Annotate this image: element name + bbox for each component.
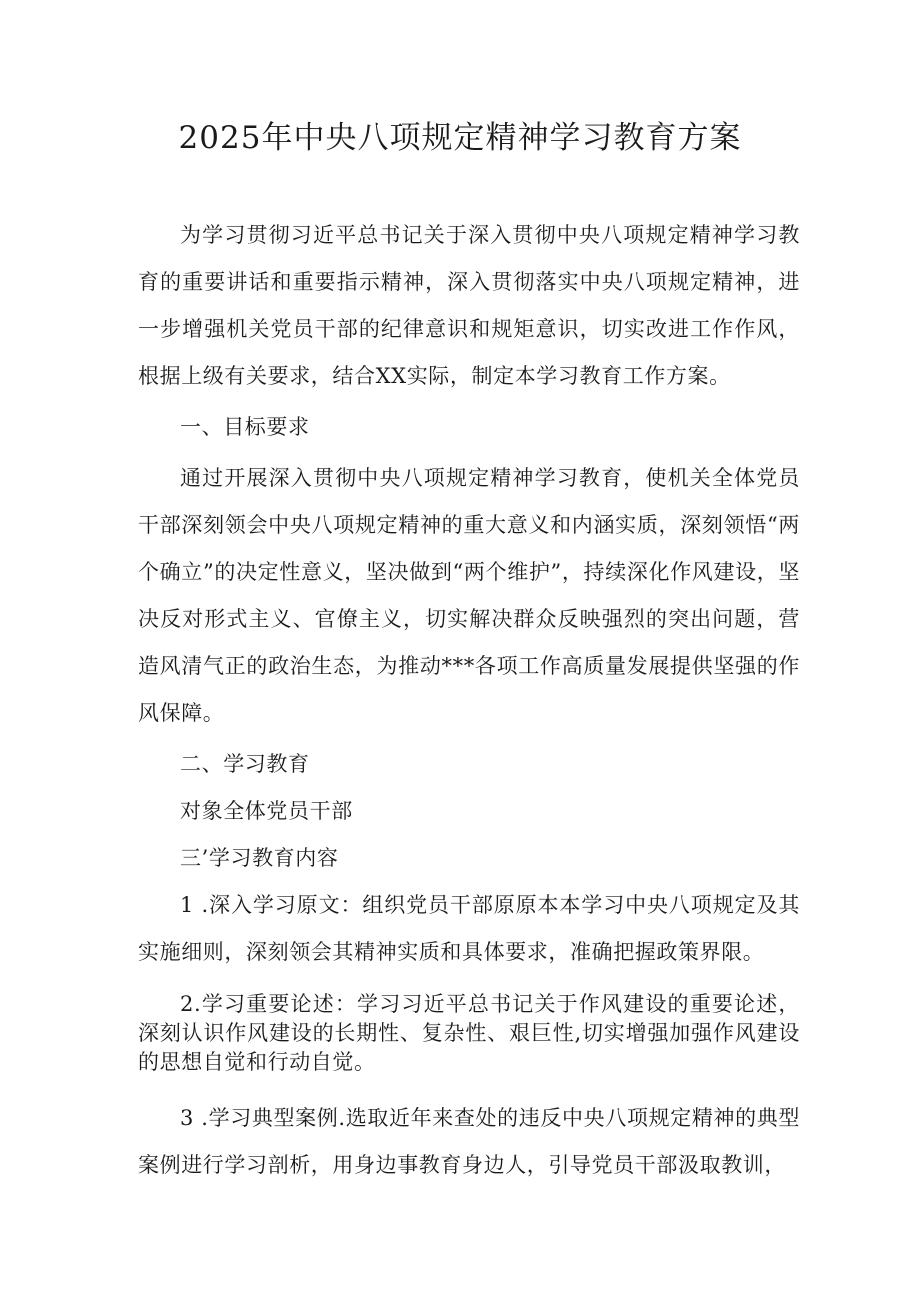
content-item-3: 3 .学习典型案例.选取近年来查处的违反中央八项规定精神的典型案例进行学习剖析，用身边事教育身边人，引导党员干部汲取教训， [138,1106,800,1177]
content-item-2: 2.学习重要论述：学习习近平总书记关于作风建设的重要论述，深刻认识作风建设的长期性、复杂性、艰巨性,切实增强加强作风建设的思想自觉和行动自觉。 [138,992,800,1074]
study-target-paragraph: 对象全体党员干部 [180,799,353,823]
intro-paragraph: 为学习贯彻习近平总书记关于深入贯彻中央八项规定精神学习教育的重要讲话和重要指示精神，深入贯彻落实中央八项规定精神，进一步增强机关党员干部的纪律意识和规矩意识，切实改进工作作风，根据上级有关要求，结合XX实际，制定本学习教育工作方案。 [138,223,800,388]
section-heading-goals: 一、目标要求 [180,415,310,439]
content-item-1: 1 .深入学习原文：组织党员干部原原本本学习中央八项规定及其实施细则，深刻领会其精神实质和具体要求，准确把握政策界限。 [138,893,800,964]
goals-paragraph: 通过开展深入贯彻中央八项规定精神学习教育，使机关全体党员干部深刻领会中央八项规定精神的重大意义和内涵实质，深刻领悟“两个确立”的决定性意义，坚决做到“两个维护”，持续深化作风建设，坚决反对形式主义、官僚主义，切实解决群众反映强烈的突出问题，营造风清气正的政治生态，为推动***各项工作高质量发展提供坚强的作风保障。 [138,466,800,725]
section-heading-study: 二、学习教育 [180,752,310,776]
document-body [138,212,800,1189]
section-heading-content: 三’学习教育内容 [180,846,339,870]
document-title: 2025年中央八项规定精神学习教育方案 [178,120,742,156]
